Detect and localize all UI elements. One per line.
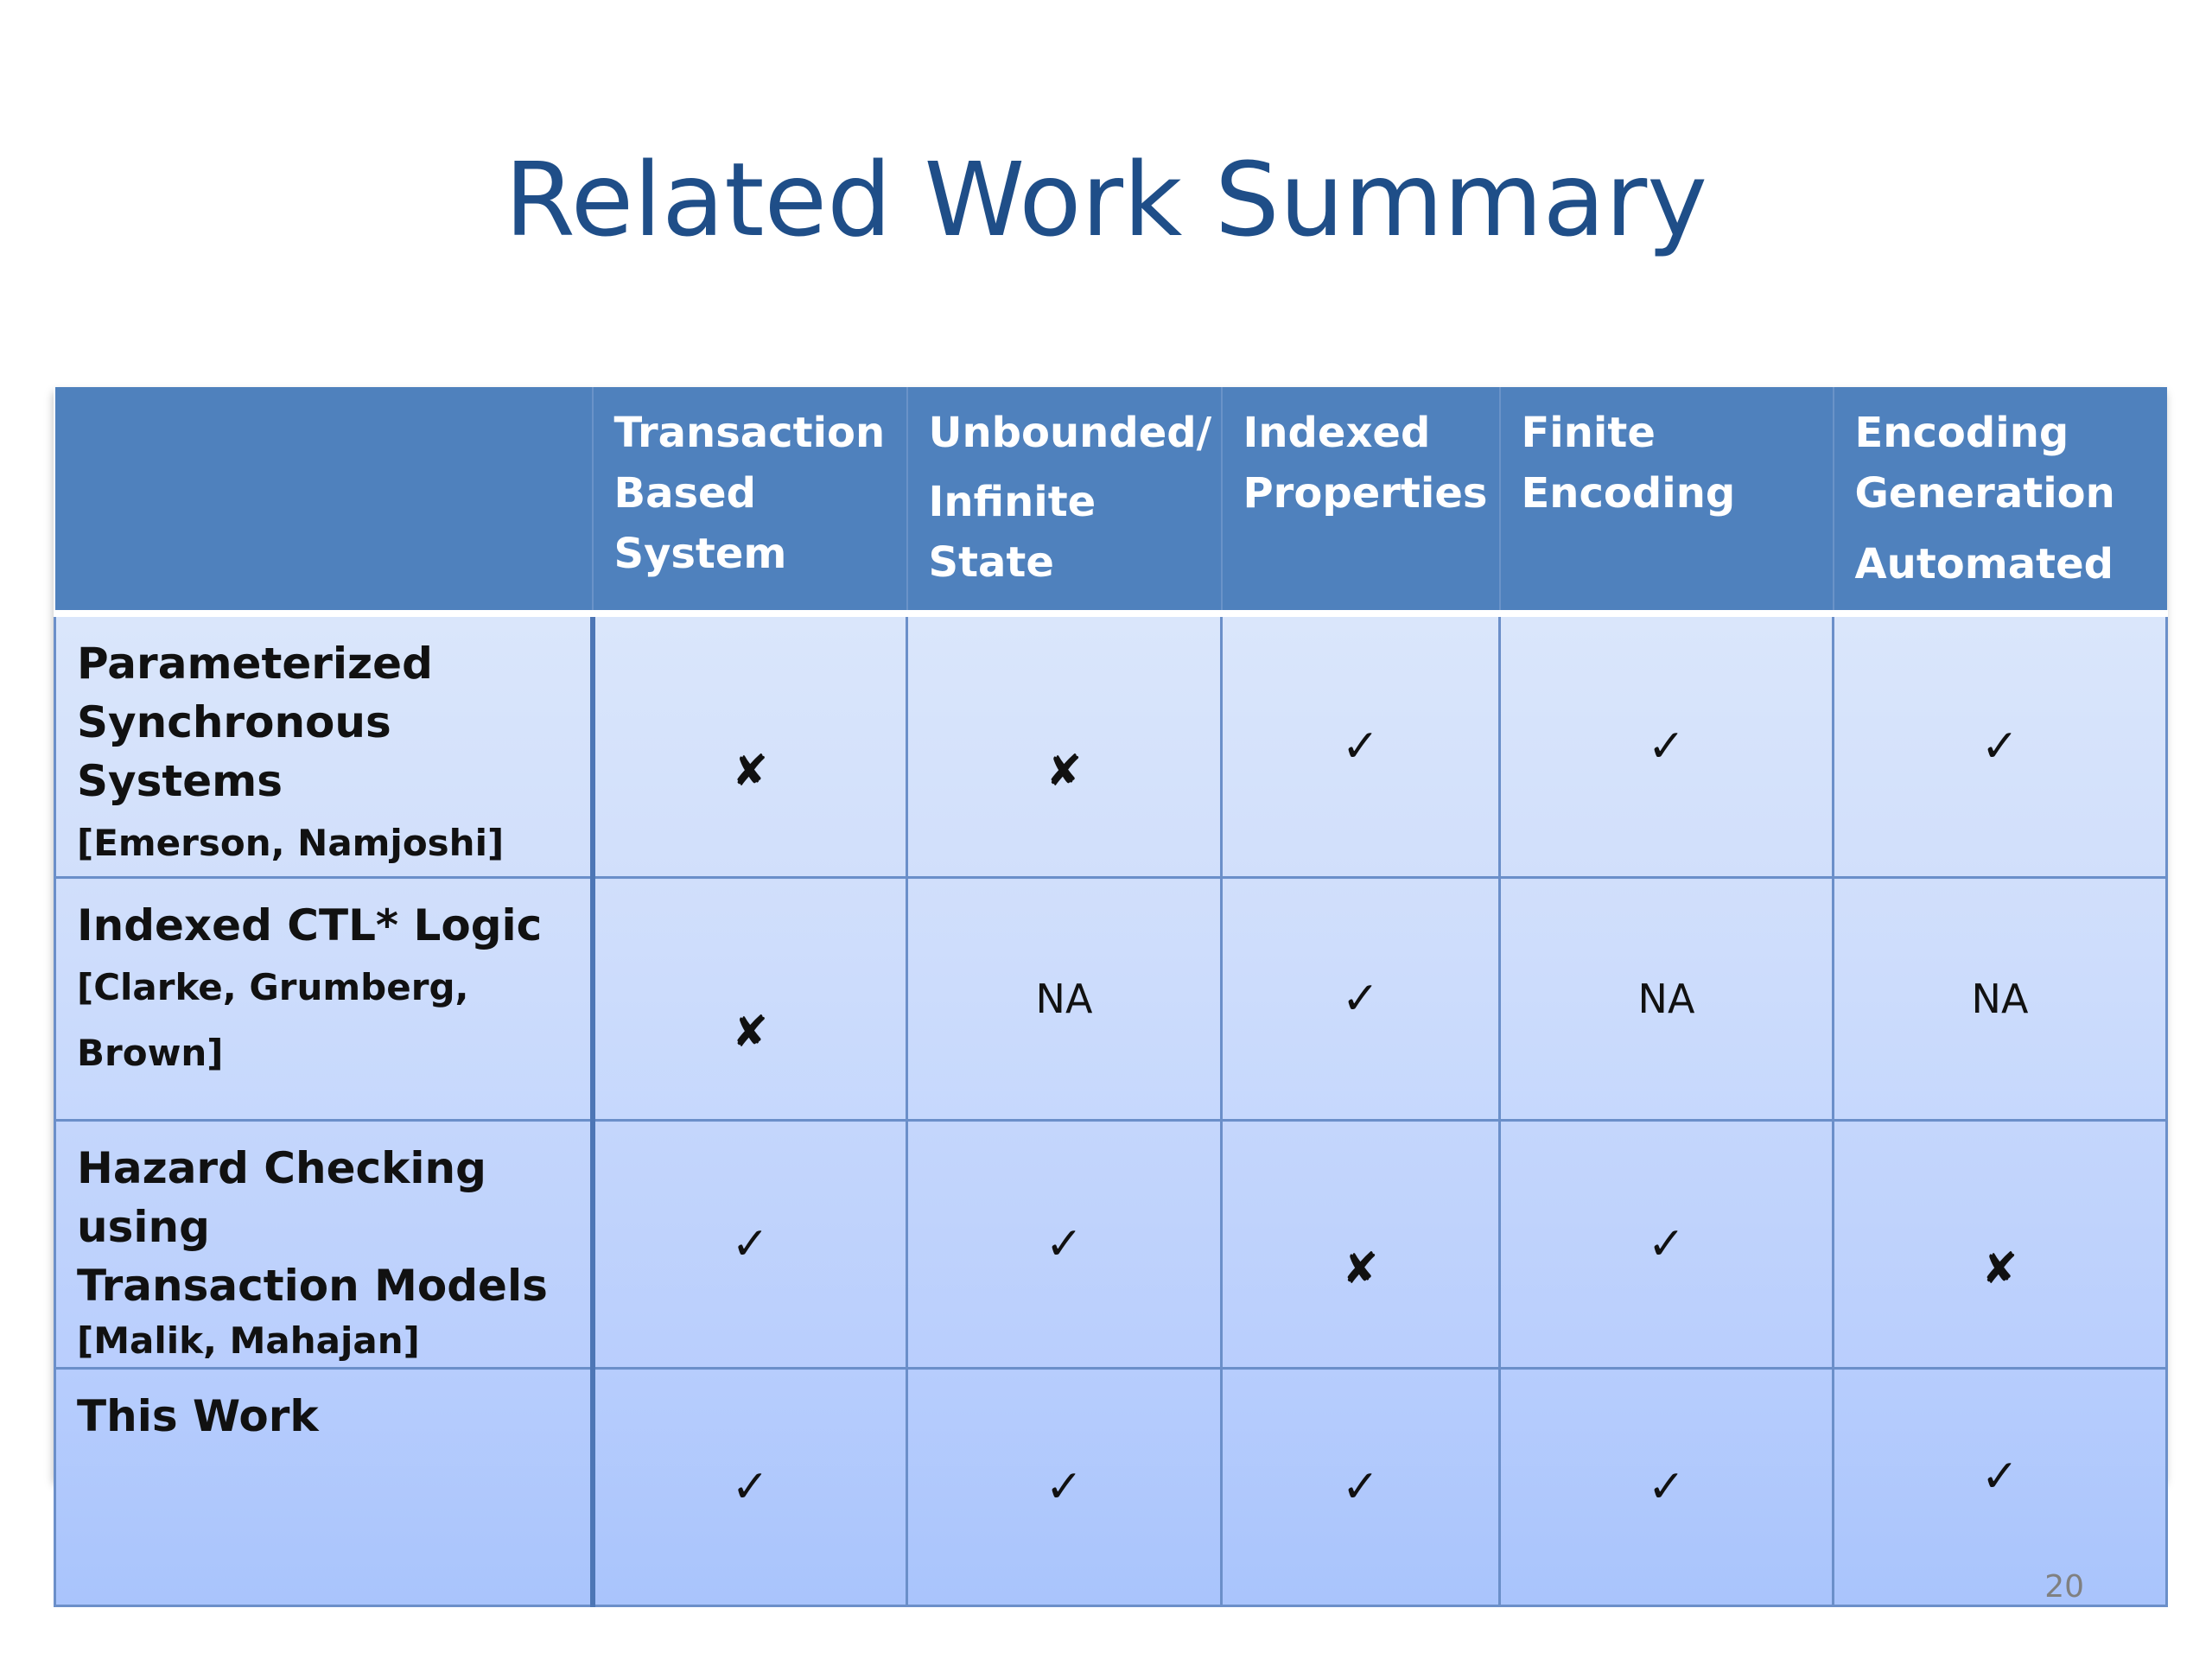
slide-title: Related Work Summary bbox=[504, 140, 1708, 259]
column-header-transaction-based: Transaction Based System bbox=[593, 387, 907, 613]
table-cell bbox=[1222, 878, 1500, 1121]
na-label: NA bbox=[1637, 976, 1695, 1022]
check-icon: ✓ bbox=[1045, 1218, 1084, 1270]
header-corner-cell bbox=[55, 387, 593, 613]
check-icon: ✓ bbox=[1647, 721, 1686, 772]
cross-icon: ✘ bbox=[1981, 1243, 2018, 1294]
column-header-unbounded-infinite: Unbounded/ Infinite State bbox=[907, 387, 1222, 613]
check-icon: ✓ bbox=[1980, 1451, 2019, 1503]
table-cell bbox=[593, 878, 907, 1121]
row-header-this-work: This Work bbox=[55, 1369, 593, 1606]
check-icon: ✓ bbox=[1341, 973, 1380, 1025]
table-cell bbox=[1222, 1369, 1500, 1606]
table-cell bbox=[907, 1121, 1222, 1369]
table-cell bbox=[1500, 878, 1834, 1121]
table-row-parameterized bbox=[55, 613, 2167, 878]
cross-icon: ✘ bbox=[1342, 1243, 1379, 1294]
comparison-table bbox=[54, 387, 2168, 1607]
row-header-parameterized: Parameterized Synchronous Systems [Emerson, Namjoshi] bbox=[55, 613, 593, 878]
table-cell bbox=[1834, 1121, 2167, 1369]
check-icon: ✓ bbox=[731, 1461, 770, 1513]
table-cell bbox=[1834, 878, 2167, 1121]
cross-icon: ✘ bbox=[732, 1007, 769, 1057]
cross-icon: ✘ bbox=[1046, 746, 1083, 796]
row-header-hazard-checking: Hazard Checking using Transaction Models [Malik, Mahajan] bbox=[55, 1121, 593, 1369]
table-cell bbox=[593, 1121, 907, 1369]
row-header-indexed-ctl: Indexed CTL* Logic [Clarke, Grumberg, Brown] bbox=[55, 878, 593, 1121]
na-label: NA bbox=[1035, 976, 1093, 1022]
check-icon: ✓ bbox=[1647, 1218, 1686, 1270]
table-cell bbox=[593, 1369, 907, 1606]
table-cell bbox=[1834, 613, 2167, 878]
check-icon: ✓ bbox=[1980, 721, 2019, 772]
column-header-encoding-generation: Encoding Generation Automated bbox=[1834, 387, 2167, 613]
table-cell bbox=[907, 613, 1222, 878]
check-icon: ✓ bbox=[731, 1218, 770, 1270]
table-cell bbox=[1222, 613, 1500, 878]
header-row bbox=[55, 387, 2167, 613]
check-icon: ✓ bbox=[1341, 1461, 1380, 1513]
check-icon: ✓ bbox=[1045, 1461, 1084, 1513]
table-row-this-work bbox=[55, 1369, 2167, 1606]
na-label: NA bbox=[1971, 976, 2029, 1022]
column-header-finite-encoding: Finite Encoding bbox=[1500, 387, 1834, 613]
page-number: 20 bbox=[2044, 1569, 2084, 1605]
table-cell bbox=[1834, 1369, 2167, 1606]
table-row-indexed-ctl bbox=[55, 878, 2167, 1121]
table-cell bbox=[907, 1369, 1222, 1606]
comparison-table-container bbox=[54, 387, 2165, 1513]
table-cell bbox=[1500, 1369, 1834, 1606]
table-cell bbox=[1222, 1121, 1500, 1369]
cross-icon: ✘ bbox=[732, 746, 769, 796]
table-cell bbox=[1500, 1121, 1834, 1369]
check-icon: ✓ bbox=[1341, 721, 1380, 772]
table-cell bbox=[593, 613, 907, 878]
column-header-indexed-properties: Indexed Properties bbox=[1222, 387, 1500, 613]
table-cell bbox=[1500, 613, 1834, 878]
check-icon: ✓ bbox=[1647, 1461, 1686, 1513]
table-row-hazard-checking bbox=[55, 1121, 2167, 1369]
table-cell bbox=[907, 878, 1222, 1121]
